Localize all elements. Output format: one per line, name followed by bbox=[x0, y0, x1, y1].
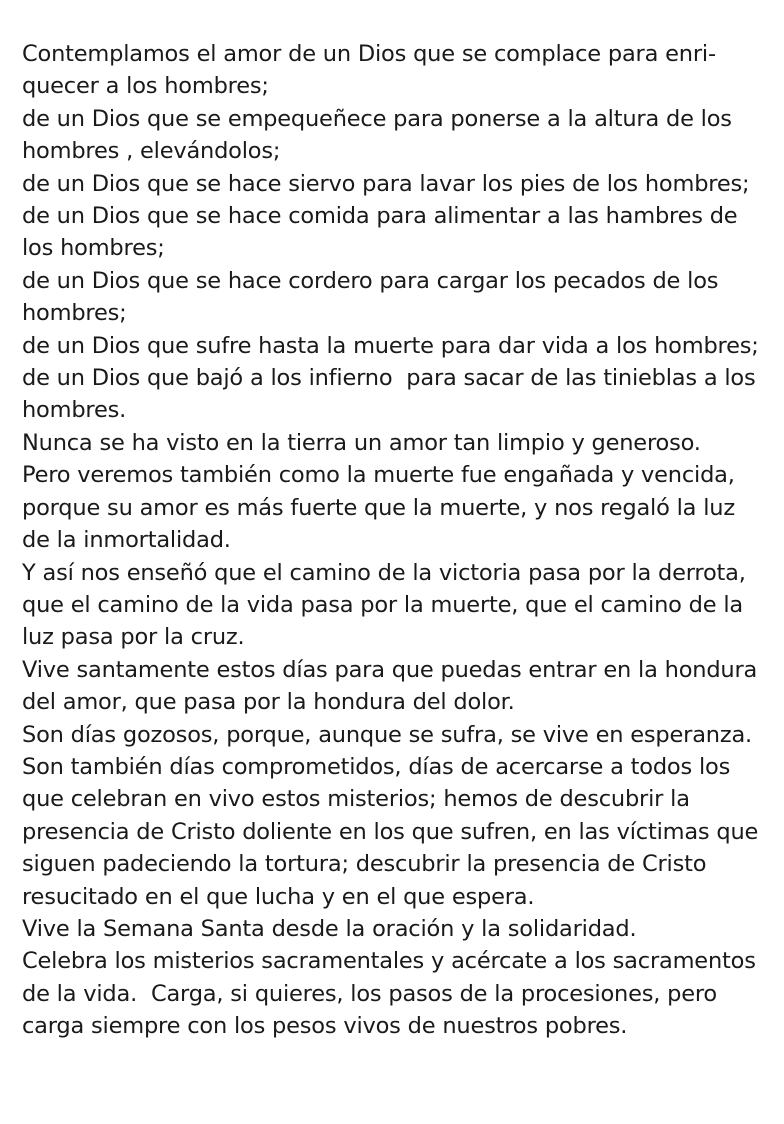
text-line: de un Dios que se hace siervo para lavar los pies de los hombres; bbox=[22, 170, 750, 197]
text-line: hombres , elevándolos; bbox=[22, 138, 281, 165]
document-body bbox=[22, 38, 772, 1043]
text-line: resucitado en el que lucha y en el que espera. bbox=[22, 883, 535, 910]
text-line: de un Dios que sufre hasta la muerte para dar vida a los hombres; bbox=[22, 332, 759, 359]
text-line: de un Dios que se hace comida para alimentar a las hambres de bbox=[22, 203, 738, 230]
text-line: Vive la Semana Santa desde la oración y la solidaridad. bbox=[22, 915, 637, 942]
text-line: hombres; bbox=[22, 300, 127, 327]
text-line: Vive santamente estos días para que puedas entrar en la hondura bbox=[22, 656, 758, 683]
text-line: presencia de Cristo doliente en los que sufren, en las víctimas que bbox=[22, 818, 759, 845]
text-line: porque su amor es más fuerte que la muerte, y nos regaló la luz bbox=[22, 494, 735, 521]
text-line: de la vida. Carga, si quieres, los pasos de la procesiones, pero bbox=[22, 980, 718, 1007]
text-line: Nunca se ha visto en la tierra un amor tan limpio y generoso. bbox=[22, 429, 701, 456]
text-line: Pero veremos también como la muerte fue engañada y vencida, bbox=[22, 462, 735, 489]
text-line: que el camino de la vida pasa por la muerte, que el camino de la bbox=[22, 591, 743, 618]
text-line: hombres. bbox=[22, 397, 127, 424]
text-line: Son días gozosos, porque, aunque se sufra, se vive en esperanza. bbox=[22, 721, 752, 748]
text-line: Son también días comprometidos, días de acercarse a todos los bbox=[22, 753, 731, 780]
text-line: quecer a los hombres; bbox=[22, 73, 269, 100]
text-line: siguen padeciendo la tortura; descubrir la presencia de Cristo bbox=[22, 851, 707, 878]
text-line: Celebra los misterios sacramentales y acércate a los sacramentos bbox=[22, 948, 756, 975]
text-line: luz pasa por la cruz. bbox=[22, 624, 245, 651]
text-line: Contemplamos el amor de un Dios que se complace para enri- bbox=[22, 41, 716, 67]
text-line: de un Dios que se empequeñece para ponerse a la altura de los bbox=[22, 105, 732, 132]
text-line: que celebran en vivo estos misterios; hemos de descubrir la bbox=[22, 786, 690, 813]
text-line: Y así nos enseñó que el camino de la victoria pasa por la derrota, bbox=[22, 559, 746, 586]
text-line: del amor, que pasa por la hondura del dolor. bbox=[22, 689, 515, 716]
text-line: de la inmortalidad. bbox=[22, 527, 231, 554]
text-line: de un Dios que se hace cordero para cargar los pecados de los bbox=[22, 267, 719, 294]
text-line: los hombres; bbox=[22, 235, 165, 262]
text-line: de un Dios que bajó a los infierno para sacar de las tinieblas a los bbox=[22, 365, 756, 392]
text-line: carga siempre con los pesos vivos de nuestros pobres. bbox=[22, 1013, 628, 1040]
